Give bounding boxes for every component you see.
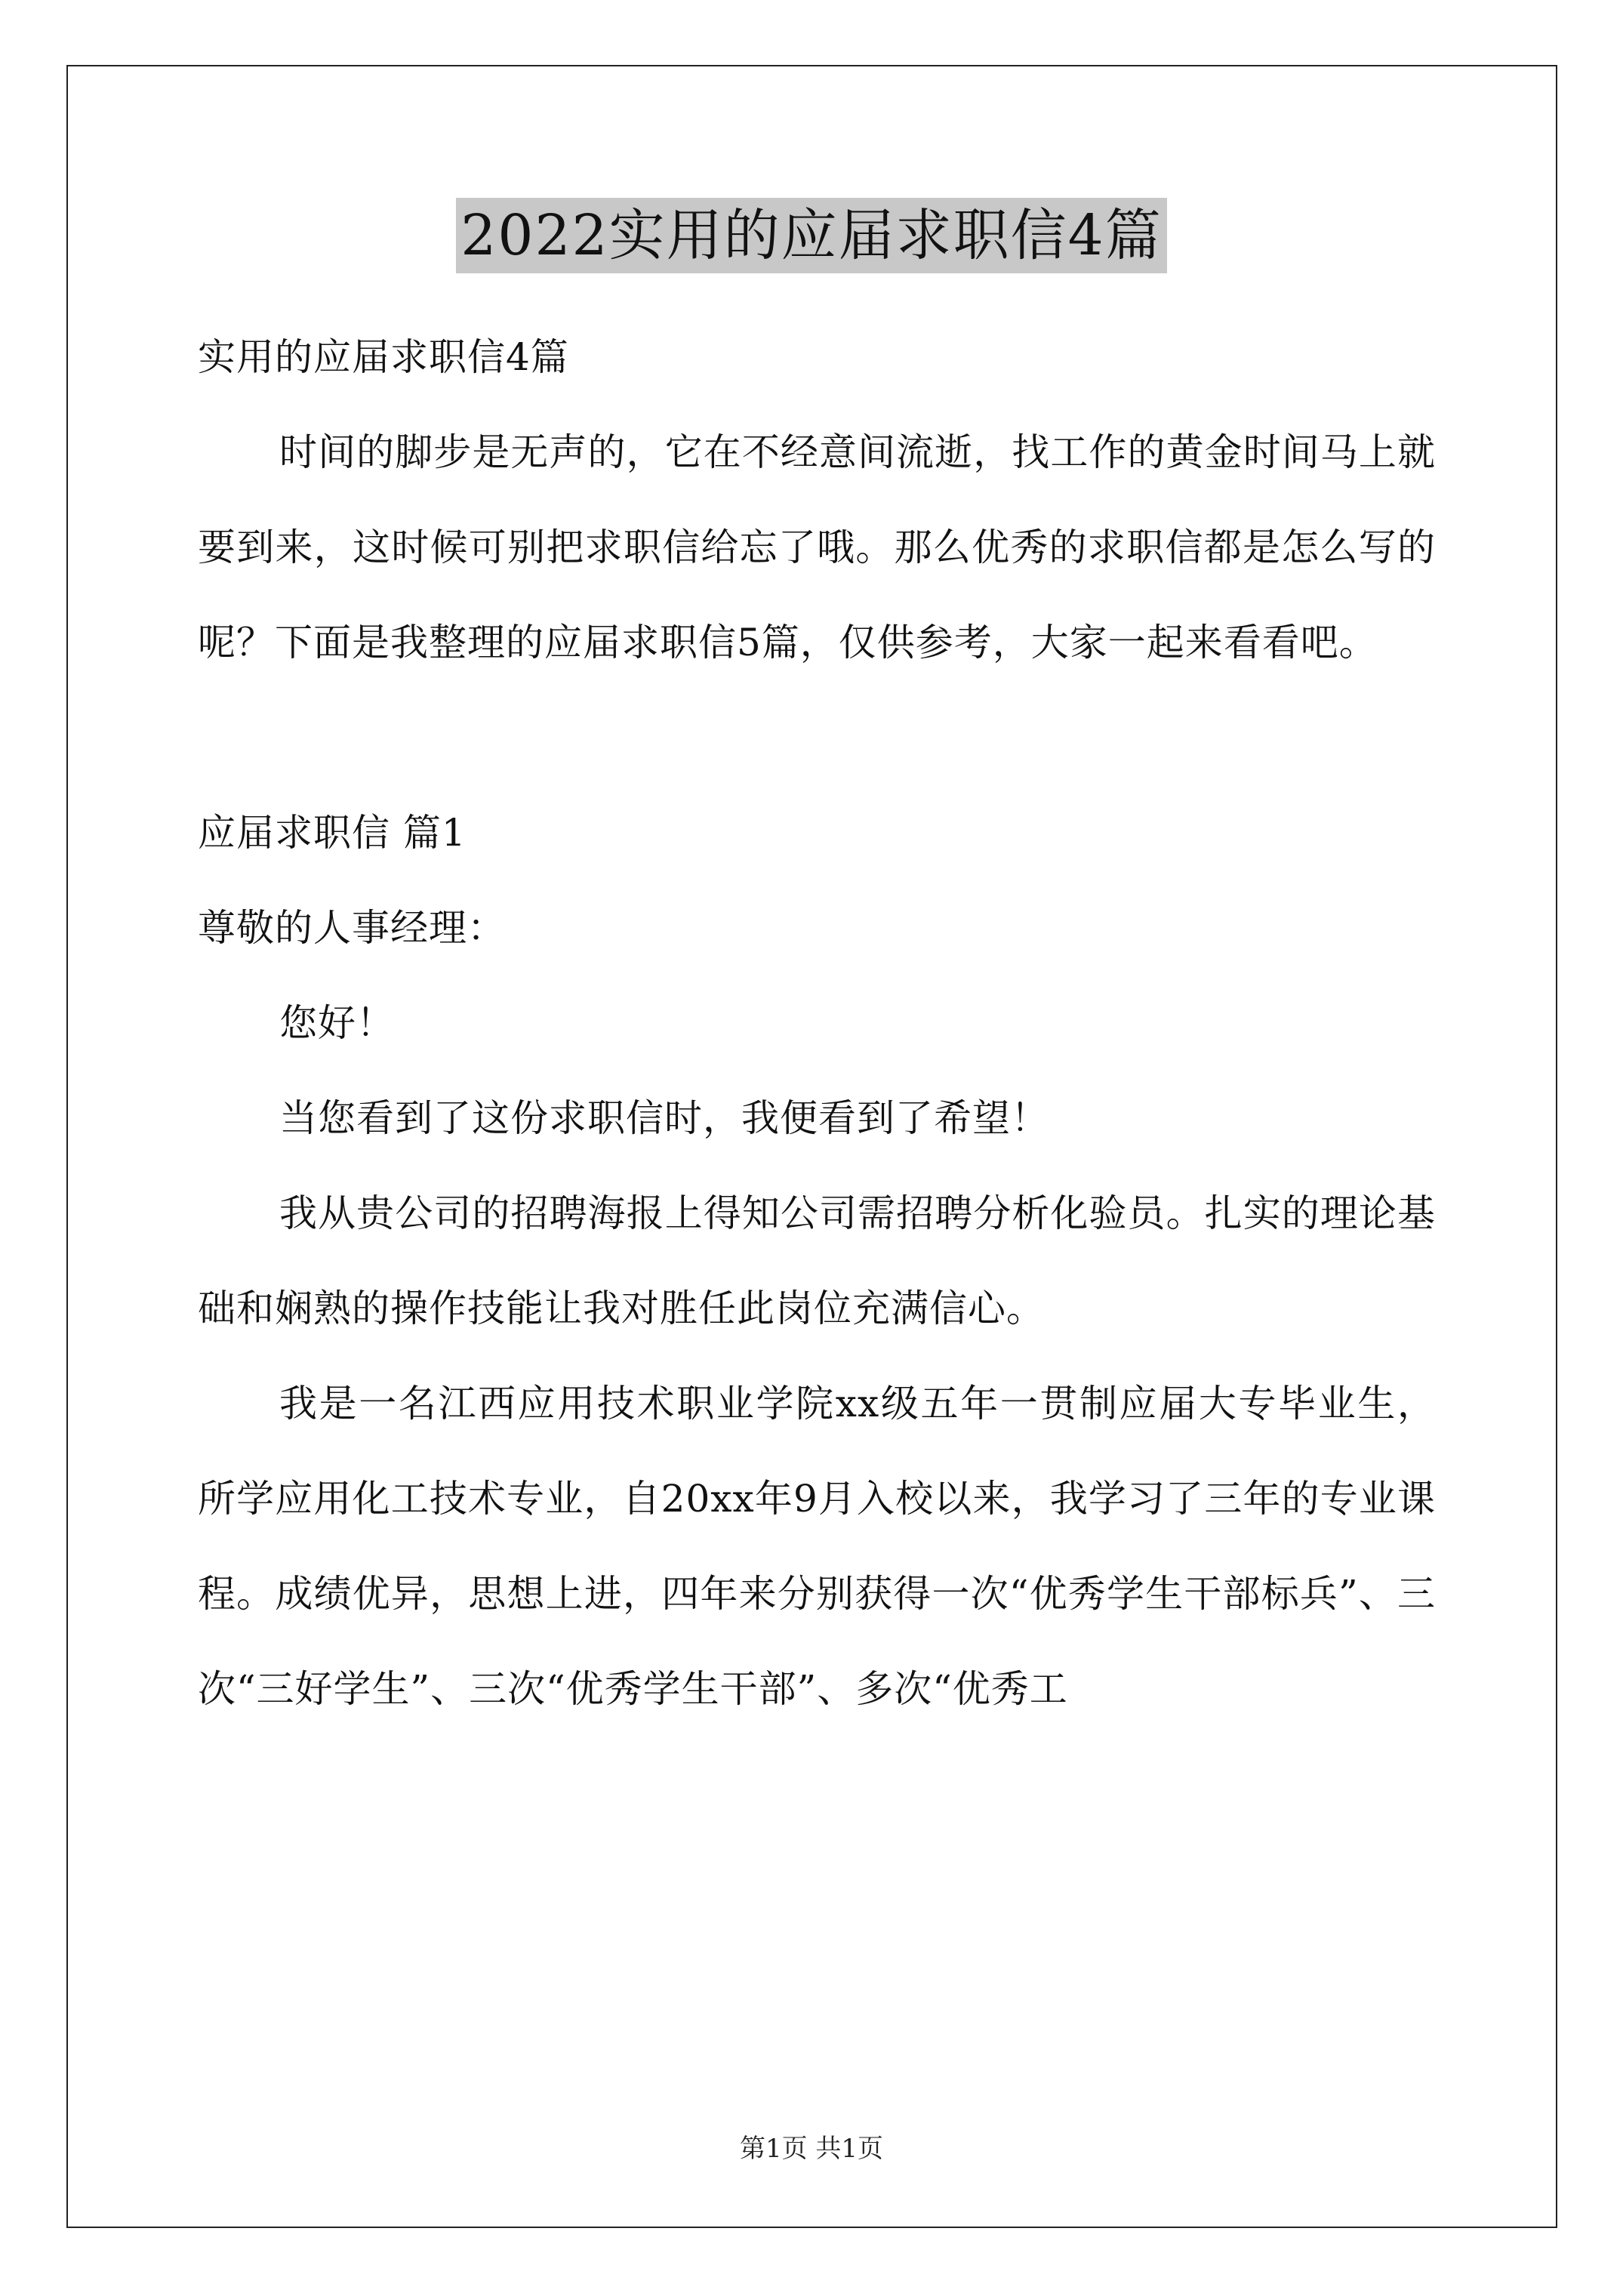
salutation: 尊敬的人事经理：: [198, 906, 506, 950]
body-paragraph-3: 我是一名江西应用技术职业学院xx级五年一贯制应届大专毕业生，所学应用化工技术专业，自20xx年9月入校以来，我学习了三年的专业课程。成绩优异，思想上进，四年来分别获得一次“优秀学生干部标兵”、三次“三好学生”、三次“优秀学生干部”、多次“优秀工: [198, 1382, 1436, 1711]
section-spacer: [198, 690, 1436, 785]
intro-paragraph: 时间的脚步是无声的，它在不经意间流逝，找工作的黄金时间马上就要到来，这时候可别把求职信给忘了哦。那么优秀的求职信都是怎么写的呢？下面是我整理的应届求职信5篇，仅供参考，大家一起来看看吧。: [198, 430, 1436, 664]
page-number: 第1页 共1页: [739, 2134, 884, 2164]
body-paragraph-1: 当您看到了这份求职信时，我便看到了希望！: [279, 1096, 1049, 1140]
section-heading: 应届求职信 篇1: [198, 811, 467, 855]
document-title: 2022实用的应届求职信4篇: [456, 198, 1166, 273]
title-container: [0, 198, 1623, 273]
page-footer: [0, 2128, 1623, 2165]
document-body: [198, 310, 1436, 1737]
greeting: 您好！: [279, 1001, 395, 1045]
subtitle: 实用的应届求职信4篇: [198, 335, 569, 379]
body-paragraph-2: 我从贵公司的招聘海报上得知公司需招聘分析化验员。扎实的理论基础和娴熟的操作技能让我对胜任此岗位充满信心。: [198, 1191, 1436, 1330]
